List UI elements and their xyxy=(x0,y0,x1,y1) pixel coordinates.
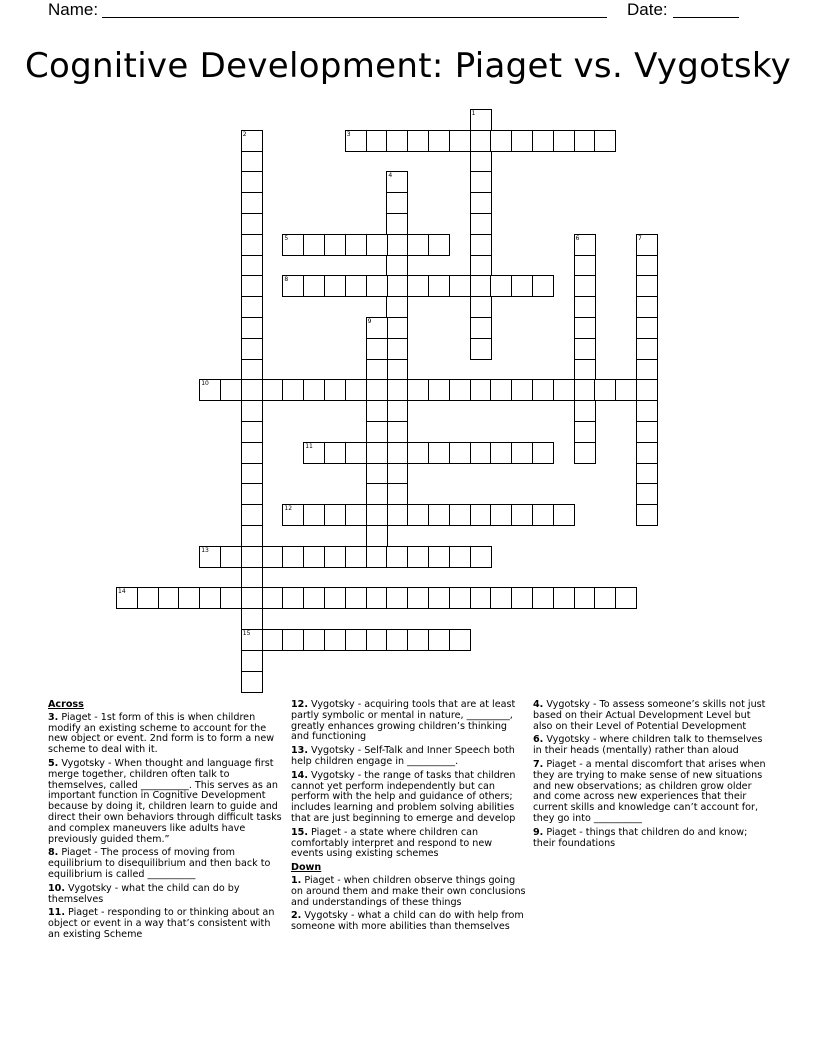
grid-cell-1[interactable] xyxy=(470,109,492,131)
grid-cell[interactable] xyxy=(490,442,512,464)
grid-cell[interactable] xyxy=(553,379,575,401)
grid-cell[interactable] xyxy=(366,234,388,256)
grid-cell[interactable] xyxy=(241,359,263,381)
grid-cell[interactable] xyxy=(470,234,492,256)
grid-cell[interactable] xyxy=(345,275,367,297)
grid-cell[interactable] xyxy=(490,587,512,609)
grid-cell[interactable] xyxy=(470,171,492,193)
grid-cell[interactable] xyxy=(511,379,533,401)
grid-cell[interactable] xyxy=(532,587,554,609)
grid-cell[interactable] xyxy=(137,587,159,609)
grid-cell[interactable] xyxy=(345,504,367,526)
clue-text: Piaget - a mental discomfort that arises when they are trying to make sense of new situations and new observations; as children grow older and come across new experiences that their current skills and knowledge can’t account for, they go into __________ xyxy=(533,758,766,824)
grid-cell[interactable] xyxy=(511,442,533,464)
grid-cell[interactable] xyxy=(199,587,221,609)
grid-cell[interactable] xyxy=(428,546,450,568)
across-clue xyxy=(291,700,527,743)
grid-cell-9[interactable] xyxy=(366,317,388,339)
grid-cell[interactable] xyxy=(262,587,284,609)
grid-cell[interactable] xyxy=(241,400,263,422)
grid-cell[interactable] xyxy=(324,587,346,609)
grid-cell[interactable] xyxy=(241,463,263,485)
grid-cell[interactable] xyxy=(386,463,408,485)
clue-text: Vygotsky - what the child can do by themselves xyxy=(48,882,240,905)
grid-cell[interactable] xyxy=(366,275,388,297)
grid-cell[interactable] xyxy=(241,317,263,339)
grid-cell-13[interactable] xyxy=(199,546,221,568)
grid-cell[interactable] xyxy=(449,587,471,609)
grid-cell[interactable] xyxy=(574,275,596,297)
grid-cell[interactable] xyxy=(366,587,388,609)
grid-cell[interactable] xyxy=(636,400,658,422)
grid-cell[interactable] xyxy=(324,234,346,256)
grid-cell[interactable] xyxy=(345,379,367,401)
clue-number-label: 1 xyxy=(471,110,476,117)
grid-cell[interactable] xyxy=(636,421,658,443)
grid-cell[interactable] xyxy=(386,234,408,256)
grid-cell[interactable] xyxy=(241,671,263,693)
clue-number: 12. xyxy=(291,699,308,710)
grid-cell[interactable] xyxy=(407,504,429,526)
grid-cell[interactable] xyxy=(303,587,325,609)
grid-cell[interactable] xyxy=(262,546,284,568)
clue-number: 2. xyxy=(291,910,302,922)
clue-number-label: 4 xyxy=(388,172,393,180)
grid-cell[interactable] xyxy=(407,130,429,152)
grid-cell[interactable] xyxy=(636,255,658,277)
grid-cell[interactable] xyxy=(574,442,596,464)
grid-cell[interactable] xyxy=(490,130,512,152)
grid-cell[interactable] xyxy=(553,130,575,152)
grid-cell[interactable] xyxy=(490,275,512,297)
grid-cell[interactable] xyxy=(428,275,450,297)
grid-cell[interactable] xyxy=(470,296,492,318)
grid-cell[interactable] xyxy=(636,483,658,505)
grid-cell[interactable] xyxy=(511,275,533,297)
grid-cell[interactable] xyxy=(241,338,263,360)
grid-cell[interactable] xyxy=(470,546,492,568)
across-clue xyxy=(48,908,284,940)
grid-cell[interactable] xyxy=(345,442,367,464)
grid-cell[interactable] xyxy=(470,504,492,526)
grid-cell[interactable] xyxy=(615,379,637,401)
clue-number-label: 14 xyxy=(118,588,126,596)
grid-cell[interactable] xyxy=(532,130,554,152)
grid-cell[interactable] xyxy=(636,442,658,464)
grid-cell[interactable] xyxy=(428,442,450,464)
grid-cell[interactable] xyxy=(470,151,492,173)
grid-cell[interactable] xyxy=(386,504,408,526)
grid-cell[interactable] xyxy=(366,442,388,464)
grid-cell[interactable] xyxy=(366,400,388,422)
grid-cell[interactable] xyxy=(241,608,263,630)
grid-cell[interactable] xyxy=(303,379,325,401)
clue-number: 7. xyxy=(533,758,544,770)
clue-number-label: 8 xyxy=(284,276,289,284)
grid-cell[interactable] xyxy=(511,504,533,526)
grid-cell[interactable] xyxy=(553,504,575,526)
across-clue-list xyxy=(48,713,284,941)
grid-cell[interactable] xyxy=(470,442,492,464)
grid-cell[interactable] xyxy=(574,400,596,422)
grid-cell[interactable] xyxy=(386,421,408,443)
clue-number: 15. xyxy=(291,826,308,838)
grid-cell-2[interactable] xyxy=(241,130,263,152)
grid-cell[interactable] xyxy=(366,483,388,505)
grid-cell[interactable] xyxy=(574,296,596,318)
grid-cell[interactable] xyxy=(366,421,388,443)
clue-number-label: 13 xyxy=(201,546,209,554)
grid-cell[interactable] xyxy=(324,379,346,401)
grid-cell-7[interactable] xyxy=(636,234,658,256)
grid-cell[interactable] xyxy=(490,379,512,401)
date-label: Date: xyxy=(627,0,668,19)
grid-cell[interactable] xyxy=(345,629,367,651)
grid-cell[interactable] xyxy=(470,587,492,609)
grid-cell[interactable] xyxy=(386,587,408,609)
grid-cell[interactable] xyxy=(428,587,450,609)
clues-column-3 xyxy=(533,700,769,852)
grid-cell[interactable] xyxy=(470,317,492,339)
grid-cell[interactable] xyxy=(636,317,658,339)
grid-cell[interactable] xyxy=(262,629,284,651)
grid-cell[interactable] xyxy=(366,525,388,547)
grid-cell[interactable] xyxy=(158,587,180,609)
clue-number-label: 12 xyxy=(284,505,293,513)
down-clue xyxy=(291,876,527,908)
across-clue xyxy=(48,713,284,756)
grid-cell[interactable] xyxy=(241,567,263,589)
grid-cell[interactable] xyxy=(303,546,325,568)
grid-cell[interactable] xyxy=(574,379,596,401)
grid-cell[interactable] xyxy=(407,546,429,568)
grid-cell[interactable] xyxy=(470,275,492,297)
grid-cell-8[interactable] xyxy=(282,275,304,297)
grid-cell[interactable] xyxy=(636,463,658,485)
grid-cell[interactable] xyxy=(407,442,429,464)
grid-cell[interactable] xyxy=(220,587,242,609)
down-clue xyxy=(533,700,769,732)
clue-number: 5. xyxy=(48,757,59,769)
grid-cell[interactable] xyxy=(470,213,492,235)
grid-cell[interactable] xyxy=(241,504,263,526)
grid-cell[interactable] xyxy=(345,546,367,568)
name-label: Name: xyxy=(48,0,99,19)
grid-cell[interactable] xyxy=(449,130,471,152)
clue-text: Vygotsky - where children talk to themselves in their heads (mentally) rather than aloud xyxy=(533,734,763,757)
grid-cell[interactable] xyxy=(428,130,450,152)
grid-cell-11[interactable] xyxy=(303,442,325,464)
grid-cell[interactable] xyxy=(574,587,596,609)
grid-cell[interactable] xyxy=(282,587,304,609)
grid-cell[interactable] xyxy=(574,359,596,381)
page-title: Cognitive Development: Piaget vs. Vygotsky xyxy=(24,46,792,86)
grid-cell-5[interactable] xyxy=(282,234,304,256)
grid-cell[interactable] xyxy=(386,296,408,318)
grid-cell[interactable] xyxy=(241,275,263,297)
clue-number-label: 3 xyxy=(346,130,351,138)
grid-cell[interactable] xyxy=(490,504,512,526)
clue-text: Vygotsky - acquiring tools that are at least partly symbolic or mental in nature, _________, greatly enhances growing children’s thinking and functioning xyxy=(291,699,516,743)
grid-cell[interactable] xyxy=(594,130,616,152)
grid-cell[interactable] xyxy=(407,379,429,401)
grid-cell[interactable] xyxy=(636,296,658,318)
clue-text: Piaget - The process of moving from equilibrium to disequilibrium and then back to equilibrium is called __________ xyxy=(48,847,271,880)
across-clue xyxy=(48,884,284,906)
grid-cell[interactable] xyxy=(241,421,263,443)
clues-column-2 xyxy=(291,700,527,936)
grid-cell[interactable] xyxy=(636,359,658,381)
grid-cell[interactable] xyxy=(366,629,388,651)
grid-cell[interactable] xyxy=(407,275,429,297)
grid-cell[interactable] xyxy=(449,629,471,651)
clue-text: Vygotsky - Self-Talk and Inner Speech both help children engage in __________. xyxy=(291,745,515,767)
clue-text: Piaget - things that children do and know; their foundations xyxy=(533,826,748,849)
grid-cell[interactable] xyxy=(366,379,388,401)
across-clue xyxy=(291,771,527,825)
down-clue xyxy=(533,828,769,850)
grid-cell[interactable] xyxy=(532,379,554,401)
grid-cell[interactable] xyxy=(574,338,596,360)
grid-cell[interactable] xyxy=(386,338,408,360)
down-clue xyxy=(291,911,527,933)
clue-number-label: 11 xyxy=(305,442,313,450)
grid-cell[interactable] xyxy=(636,338,658,360)
grid-cell[interactable] xyxy=(511,130,533,152)
grid-cell[interactable] xyxy=(386,275,408,297)
grid-cell[interactable] xyxy=(594,379,616,401)
clue-number-label: 6 xyxy=(575,234,580,242)
grid-cell[interactable] xyxy=(220,546,242,568)
grid-cell[interactable] xyxy=(324,275,346,297)
grid-cell[interactable] xyxy=(303,275,325,297)
across-clue xyxy=(291,746,527,768)
grid-cell-3[interactable] xyxy=(345,130,367,152)
grid-cell[interactable] xyxy=(594,587,616,609)
clue-number: 6. xyxy=(533,734,544,746)
grid-cell[interactable] xyxy=(511,587,533,609)
grid-cell[interactable] xyxy=(470,255,492,277)
clue-text: Piaget - 1st form of this is when children modify an existing scheme to account for the new object or event. 2nd form is to form a new scheme to deal with it. xyxy=(48,711,275,756)
grid-cell[interactable] xyxy=(532,442,554,464)
grid-cell[interactable] xyxy=(241,255,263,277)
grid-cell[interactable] xyxy=(220,379,242,401)
clue-number-label: 2 xyxy=(242,130,247,138)
grid-cell-10[interactable] xyxy=(199,379,221,401)
clue-number: 10. xyxy=(48,882,65,894)
grid-cell[interactable] xyxy=(386,359,408,381)
grid-cell[interactable] xyxy=(449,504,471,526)
grid-cell[interactable] xyxy=(241,379,263,401)
clue-number: 11. xyxy=(48,907,65,919)
grid-cell[interactable] xyxy=(262,379,284,401)
grid-cell[interactable] xyxy=(241,525,263,547)
clue-number-label: 9 xyxy=(367,318,372,325)
grid-cell[interactable] xyxy=(449,442,471,464)
clue-number-label: 10 xyxy=(201,380,209,388)
grid-cell[interactable] xyxy=(470,379,492,401)
across-clue xyxy=(48,848,284,880)
grid-cell[interactable] xyxy=(303,504,325,526)
grid-cell[interactable] xyxy=(241,483,263,505)
grid-cell[interactable] xyxy=(386,546,408,568)
grid-cell-6[interactable] xyxy=(574,234,596,256)
clue-text: Vygotsky - the range of tasks that children cannot yet perform independently but can perform with the help and guidance of others; includes learning and problem solving abilities that are just beginning to emerge and develop xyxy=(291,769,516,824)
clue-number: 4. xyxy=(533,699,544,710)
grid-cell-12[interactable] xyxy=(282,504,304,526)
grid-cell[interactable] xyxy=(366,338,388,360)
down-clue xyxy=(533,735,769,757)
grid-cell[interactable] xyxy=(241,213,263,235)
clue-number: 9. xyxy=(533,826,544,838)
grid-cell[interactable] xyxy=(303,234,325,256)
grid-cell[interactable] xyxy=(407,587,429,609)
grid-cell[interactable] xyxy=(324,442,346,464)
down-clue-list xyxy=(291,876,527,933)
grid-cell[interactable] xyxy=(574,421,596,443)
grid-cell[interactable] xyxy=(366,463,388,485)
grid-cell[interactable] xyxy=(386,317,408,339)
clue-number-label: 7 xyxy=(638,234,642,242)
grid-cell[interactable] xyxy=(345,587,367,609)
grid-cell[interactable] xyxy=(470,338,492,360)
grid-cell[interactable] xyxy=(241,151,263,173)
clue-number: 1. xyxy=(291,874,302,886)
grid-cell[interactable] xyxy=(241,234,263,256)
grid-cell[interactable] xyxy=(386,379,408,401)
clue-number: 3. xyxy=(48,711,59,723)
grid-cell[interactable] xyxy=(407,234,429,256)
grid-cell[interactable] xyxy=(241,442,263,464)
clue-text: Vygotsky - what a child can do with help from someone with more abilities than themselves xyxy=(291,910,524,933)
across-clue xyxy=(48,759,284,845)
across-heading: Across xyxy=(48,699,84,710)
grid-cell[interactable] xyxy=(366,546,388,568)
grid-cell[interactable] xyxy=(428,504,450,526)
grid-cell[interactable] xyxy=(386,130,408,152)
grid-cell[interactable] xyxy=(449,379,471,401)
clue-text: Piaget - responding to or thinking about an object or event in a way that’s consistent with an existing Scheme xyxy=(48,907,275,940)
grid-cell[interactable] xyxy=(282,629,304,651)
grid-cell[interactable] xyxy=(449,275,471,297)
grid-cell[interactable] xyxy=(178,587,200,609)
grid-cell-4[interactable] xyxy=(386,171,408,193)
grid-cell[interactable] xyxy=(532,275,554,297)
grid-cell[interactable] xyxy=(241,650,263,672)
grid-cell[interactable] xyxy=(386,400,408,422)
clue-text: Vygotsky - To assess someone’s skills not just based on their Actual Development Level but also on their Level of Potential Development xyxy=(533,699,766,732)
grid-cell[interactable] xyxy=(324,629,346,651)
clue-number: 8. xyxy=(48,847,59,859)
grid-cell[interactable] xyxy=(241,587,263,609)
grid-cell[interactable] xyxy=(303,629,325,651)
down-clue-list-continued xyxy=(533,700,769,849)
clues-column-1 xyxy=(48,700,284,944)
grid-cell[interactable] xyxy=(532,504,554,526)
grid-cell[interactable] xyxy=(470,192,492,214)
grid-cell-15[interactable] xyxy=(241,629,263,651)
down-clue xyxy=(533,760,769,825)
grid-cell[interactable] xyxy=(553,587,575,609)
grid-cell[interactable] xyxy=(366,504,388,526)
grid-cell[interactable] xyxy=(574,255,596,277)
grid-cell[interactable] xyxy=(428,629,450,651)
grid-cell[interactable] xyxy=(428,234,450,256)
grid-cell[interactable] xyxy=(282,379,304,401)
clue-number: 13. xyxy=(291,745,308,757)
grid-cell[interactable] xyxy=(574,317,596,339)
grid-cell[interactable] xyxy=(345,234,367,256)
grid-cell[interactable] xyxy=(615,587,637,609)
grid-cell[interactable] xyxy=(428,379,450,401)
grid-cell[interactable] xyxy=(241,192,263,214)
grid-cell[interactable] xyxy=(470,130,492,152)
clue-text: Vygotsky - When thought and language first merge together, children often talk to themselves, called __________. This serves as an important function in Cognitive Development because by doing it, children learn to guide and direct their own behaviors through difficult tasks and complex maneuvers like adults have previously guided them.” xyxy=(48,757,282,845)
grid-cell[interactable] xyxy=(407,629,429,651)
clue-number: 14. xyxy=(291,769,308,781)
grid-cell[interactable] xyxy=(386,483,408,505)
down-heading: Down xyxy=(291,862,322,874)
grid-cell[interactable] xyxy=(241,546,263,568)
grid-cell[interactable] xyxy=(324,546,346,568)
grid-cell[interactable] xyxy=(574,130,596,152)
across-clue-list-continued xyxy=(291,700,527,860)
grid-cell-14[interactable] xyxy=(116,587,138,609)
clue-text: Piaget - when children observe things going on around them and make their own conclusions and understandings of these things xyxy=(291,874,526,908)
grid-cell[interactable] xyxy=(386,629,408,651)
clue-text: Piaget - a state where children can comfortably interpret and respond to new events using existing schemes xyxy=(291,826,493,860)
grid-cell[interactable] xyxy=(386,192,408,214)
grid-cell[interactable] xyxy=(636,504,658,526)
grid-cell[interactable] xyxy=(386,442,408,464)
grid-cell[interactable] xyxy=(241,296,263,318)
grid-cell[interactable] xyxy=(324,504,346,526)
grid-cell[interactable] xyxy=(386,255,408,277)
across-clue xyxy=(291,828,527,860)
grid-cell[interactable] xyxy=(386,213,408,235)
grid-cell[interactable] xyxy=(241,171,263,193)
grid-cell[interactable] xyxy=(636,379,658,401)
grid-cell[interactable] xyxy=(449,546,471,568)
grid-cell[interactable] xyxy=(366,130,388,152)
grid-cell[interactable] xyxy=(636,275,658,297)
clue-number-label: 5 xyxy=(284,234,289,242)
clue-number-label: 15 xyxy=(242,630,251,637)
grid-cell[interactable] xyxy=(366,359,388,381)
grid-cell[interactable] xyxy=(282,546,304,568)
